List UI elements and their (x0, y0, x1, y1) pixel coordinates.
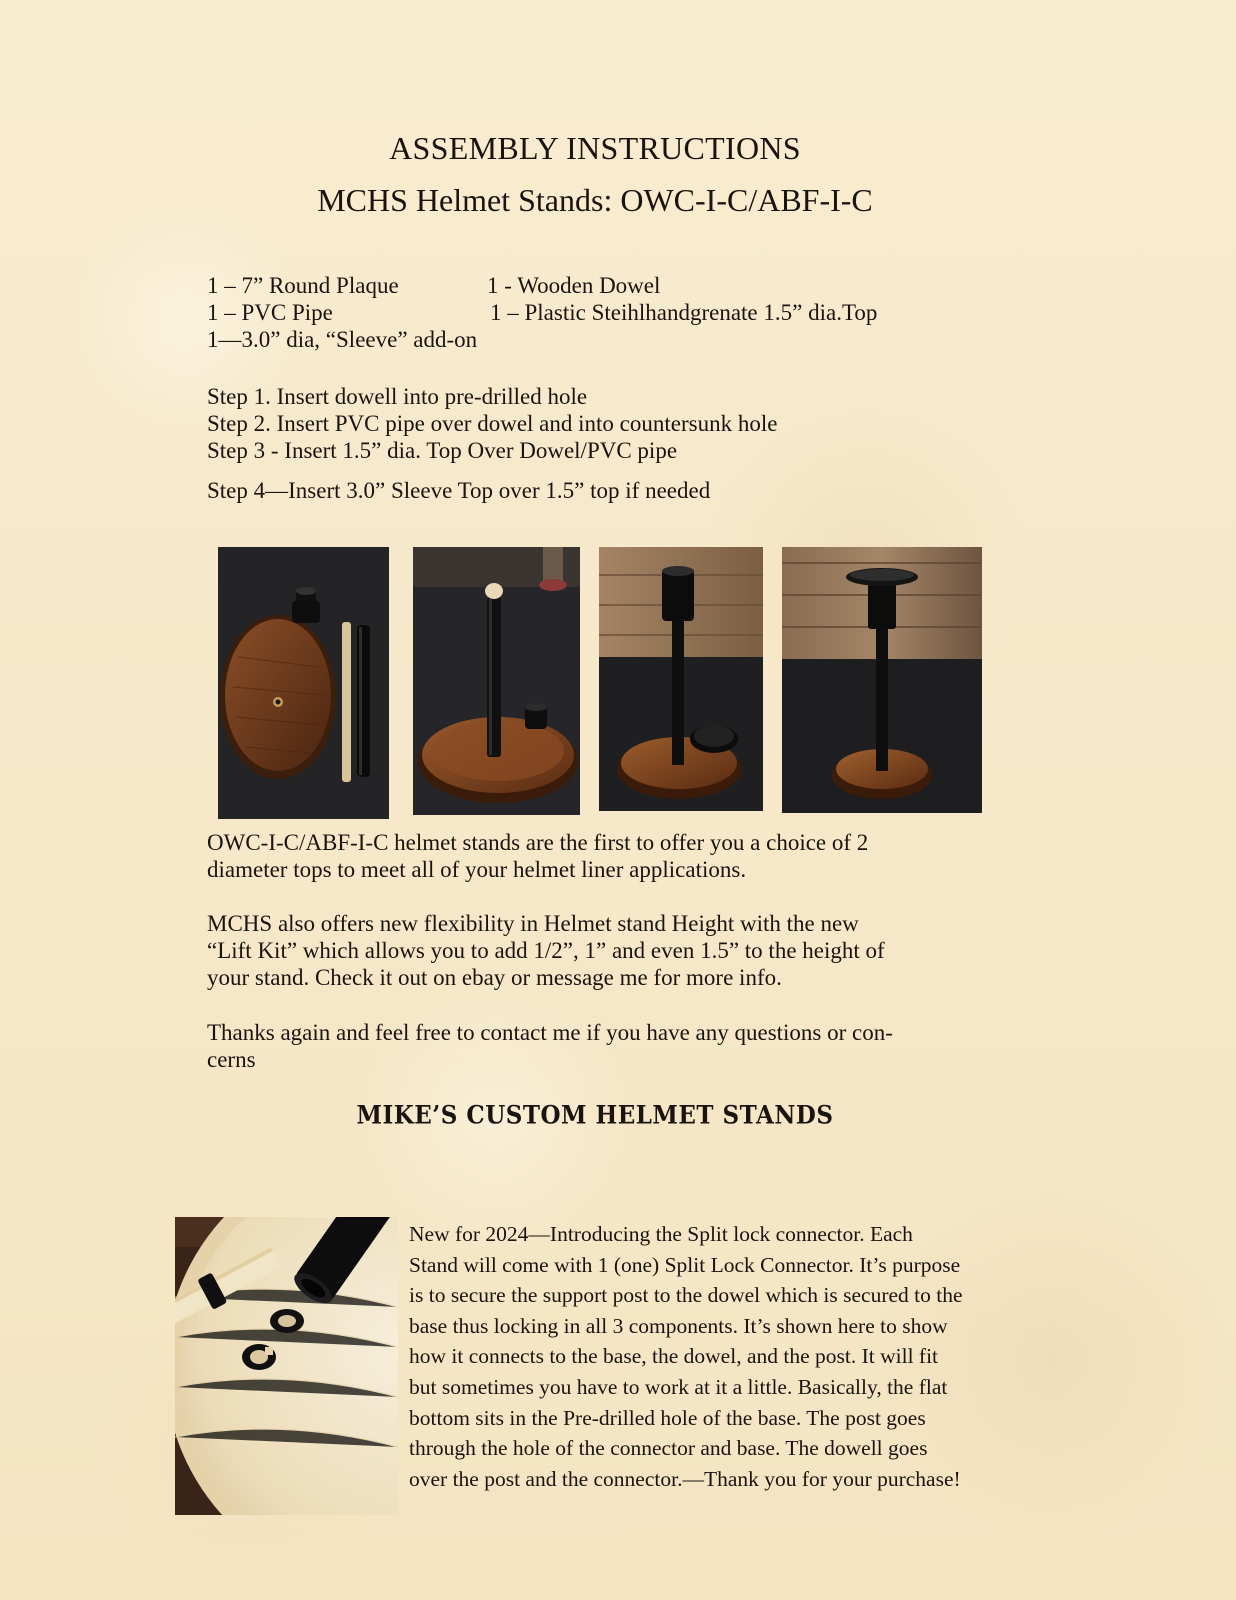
page-title: ASSEMBLY INSTRUCTIONS (389, 130, 801, 166)
paragraph-line: “Lift Kit” which allows you to add 1/2”, 1” and even 1.5” to the height of (207, 938, 885, 963)
split-lock-description (409, 1219, 963, 1494)
photo-stand-1-5-top (599, 547, 763, 811)
photo-stand-3-0-sleeve (782, 547, 982, 813)
paragraph-line: New for 2024—Introducing the Split lock connector. Each (409, 1222, 913, 1246)
paragraph-line: Stand will come with 1 (one) Split Lock Connector. It’s purpose (409, 1252, 961, 1277)
paragraph-line: MCHS also offers new flexibility in Helmet stand Height with the new (207, 911, 859, 936)
page-subtitle: MCHS Helmet Stands: OWC-I-C/ABF-I-C (317, 182, 873, 218)
paragraph-line: over the post and the connector.—Thank you for your purchase! (409, 1466, 961, 1491)
part-item: 1—3.0” dia, “Sleeve” add-on (207, 327, 478, 352)
part-item: 1 – PVC Pipe (207, 300, 333, 325)
steps-list (207, 383, 777, 504)
paragraph-line: base thus locking in all 3 components. It’s shown here to show (409, 1313, 948, 1338)
photo-pipe-installed (413, 547, 580, 815)
part-item: 1 – 7” Round Plaque (207, 273, 399, 298)
parts-list (207, 272, 878, 353)
thanks-paragraph (207, 1019, 997, 1073)
parts-row (207, 326, 477, 353)
paragraph-line: your stand. Check it out on ebay or message me for more info. (207, 965, 782, 990)
paragraph-line: bottom sits in the Pre-drilled hole of the base. The post goes (409, 1405, 926, 1430)
paragraph-line: Thanks again and feel free to contact me if you have any questions or con- (207, 1020, 893, 1045)
paragraph-line: cerns (207, 1047, 256, 1072)
lift-kit-paragraph (207, 910, 997, 991)
paragraph-line: but sometimes you have to work at it a little. Basically, the flat (409, 1374, 948, 1399)
brand-banner: MIKE’S CUSTOM HELMET STANDS (356, 1100, 834, 1131)
paragraph-line: through the hole of the connector and base. The dowell goes (409, 1436, 928, 1461)
paragraph-line: is to secure the support post to the dowel which is secured to the (409, 1283, 963, 1308)
paragraph-line: how it connects to the base, the dowel, and the post. It will fit (409, 1344, 939, 1369)
intro-paragraph (207, 829, 997, 883)
step-item: Step 4—Insert 3.0” Sleeve Top over 1.5” top if needed (207, 478, 711, 503)
part-item: 1 - Wooden Dowel (487, 273, 661, 298)
parts-row (207, 299, 878, 326)
step-item: Step 2. Insert PVC pipe over dowel and into countersunk hole (207, 411, 778, 436)
photo-parts-laid-out (218, 547, 389, 819)
parts-row (207, 272, 661, 299)
paragraph-line: OWC-I-C/ABF-I-C helmet stands are the first to offer you a choice of 2 (207, 830, 869, 855)
step-item: Step 1. Insert dowell into pre-drilled hole (207, 384, 588, 409)
part-item: 1 – Plastic Steihlhandgrenate 1.5” dia.Top (490, 300, 878, 325)
step-item: Step 3 - Insert 1.5” dia. Top Over Dowel/PVC pipe (207, 438, 678, 463)
paragraph-line: diameter tops to meet all of your helmet liner applications. (207, 857, 747, 882)
photo-split-lock-connector (175, 1217, 398, 1515)
